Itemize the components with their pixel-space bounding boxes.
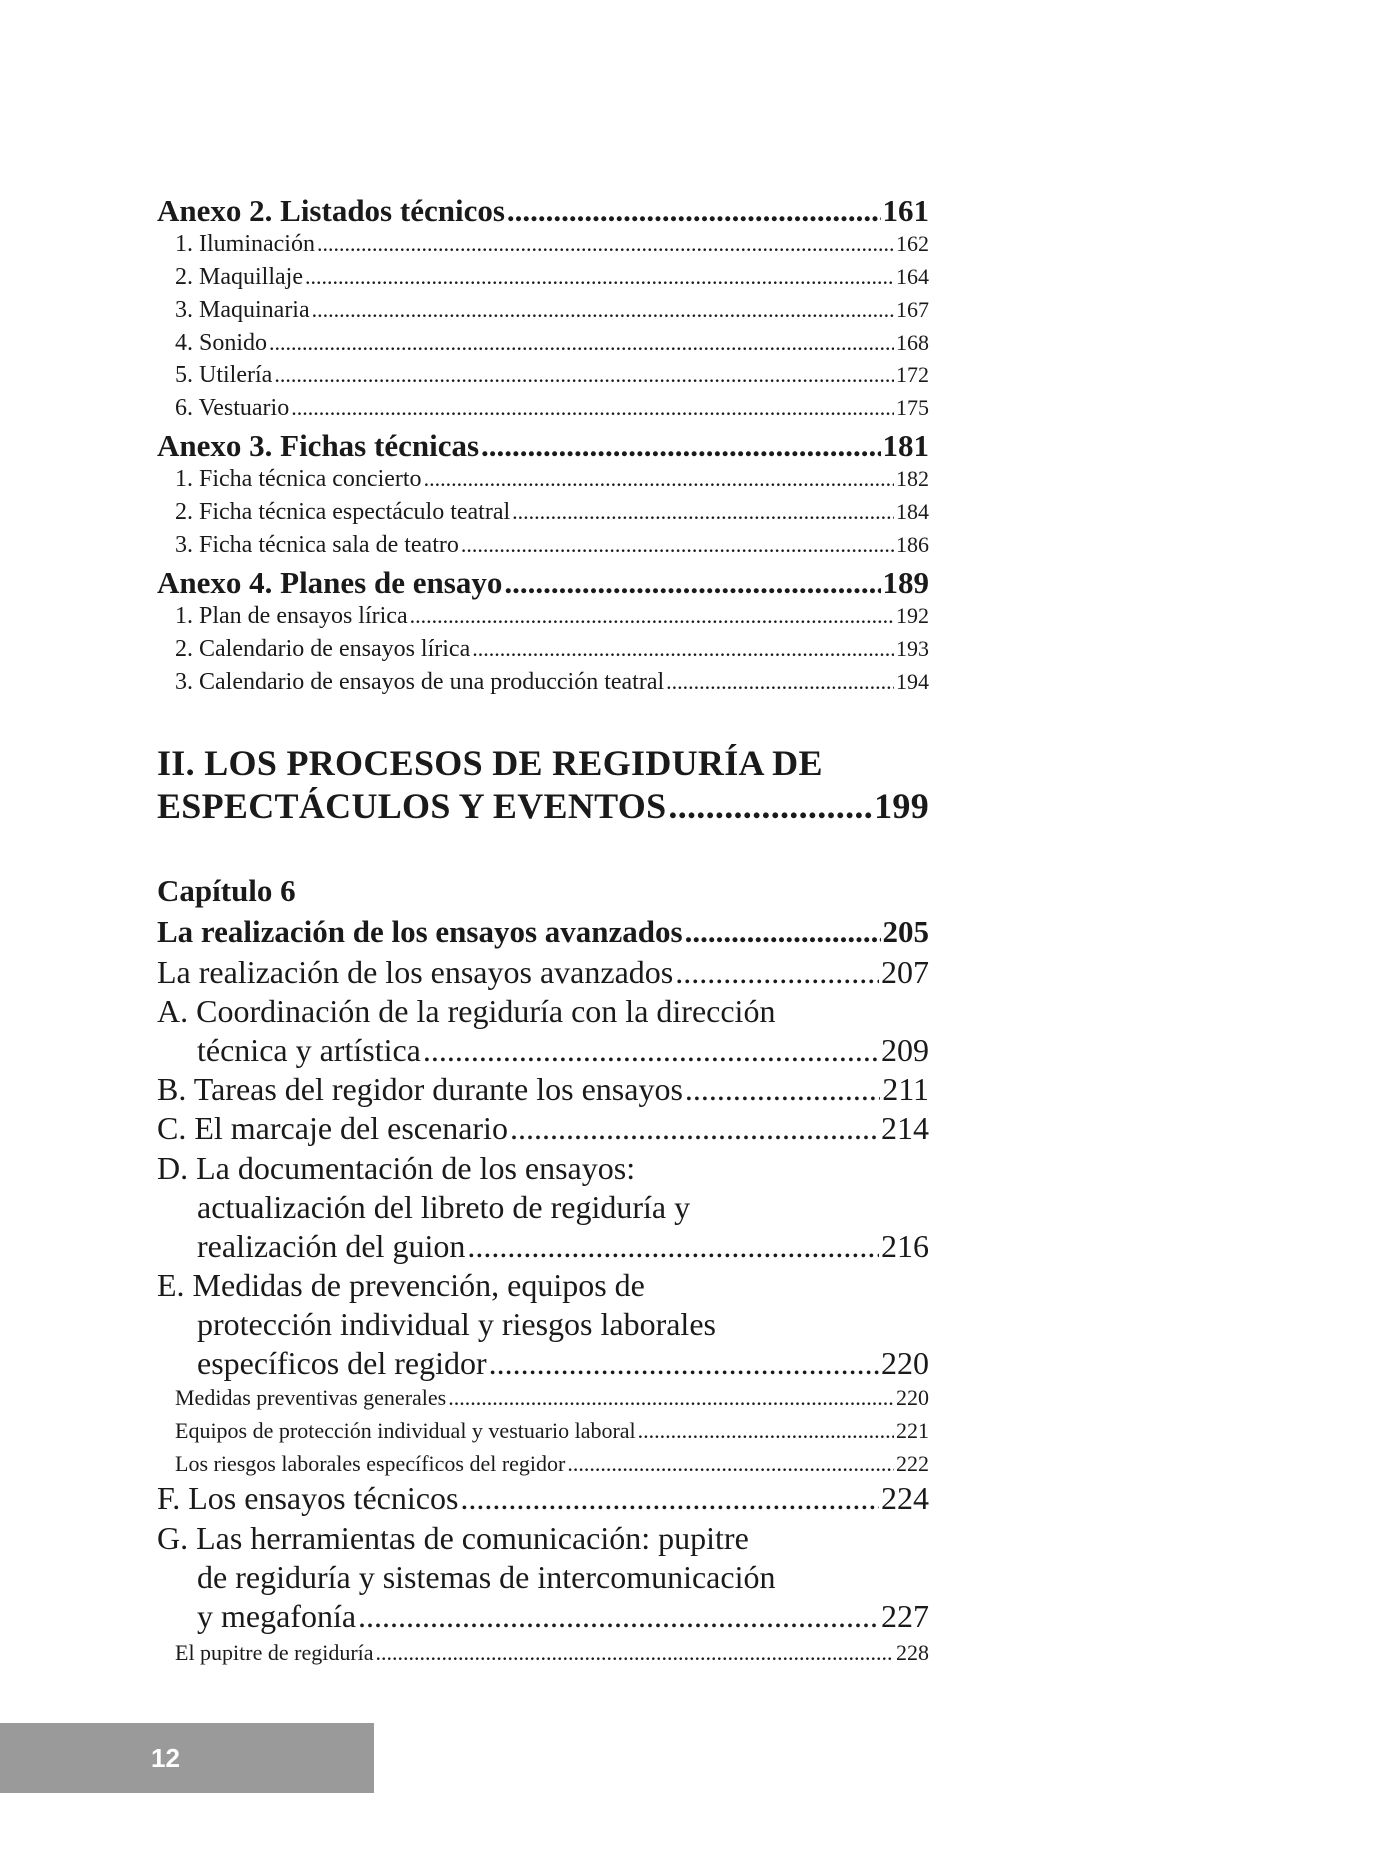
toc-entry-e-line-2: protección individual y riesgos laborales xyxy=(197,1306,716,1342)
toc-entry-page: 161 xyxy=(882,193,929,228)
toc-item[interactable]: 3. Ficha técnica sala de teatro ..... 186 xyxy=(157,532,929,559)
toc-entry-d-line-1: D. La documentación de los ensayos: xyxy=(157,1150,636,1186)
toc-item[interactable]: 2. Maquillaje ..... 164 xyxy=(157,264,929,291)
toc-entry-c[interactable]: C. El marcaje del escenario ..... 214 xyxy=(157,1110,929,1147)
toc-entry-d-line-2: actualización del libreto de regiduría y xyxy=(197,1189,691,1225)
page-number: 12 xyxy=(151,1743,180,1773)
toc-annex-4[interactable]: Anexo 4. Planes de ensayo ..... 189 xyxy=(157,565,929,601)
toc-entry-intro[interactable]: La realización de los ensayos avanzados ..... 207 xyxy=(157,954,929,991)
chapter-title-entry[interactable]: La realización de los ensayos avanzados ..... 205 xyxy=(157,914,929,950)
toc-entry-e[interactable]: específicos del regidor ..... 220 xyxy=(157,1345,929,1382)
toc-entry-g-line-2: de regiduría y sistemas de intercomunicación xyxy=(197,1559,776,1595)
chapter-label: Capítulo 6 xyxy=(157,873,296,908)
toc-entry-a-line-1: A. Coordinación de la regiduría con la dirección xyxy=(157,993,776,1029)
toc-item[interactable]: 4. Sonido ..... 168 xyxy=(157,330,929,357)
toc-subentry[interactable]: Medidas preventivas generales ..... 220 xyxy=(157,1385,929,1411)
toc-subentry[interactable]: Equipos de protección individual y vestuario laboral ..... 221 xyxy=(157,1418,929,1444)
toc-item[interactable]: 2. Calendario de ensayos lírica ..... 193 xyxy=(157,636,929,663)
part-title-line-1: II. LOS PROCESOS DE REGIDURÍA DE xyxy=(157,743,823,783)
part-title-entry[interactable]: ESPECTÁCULOS Y EVENTOS ..... 199 xyxy=(157,785,929,827)
toc-item[interactable]: 3. Maquinaria ..... 167 xyxy=(157,297,929,324)
toc-item[interactable]: 6. Vestuario ..... 175 xyxy=(157,395,929,422)
toc-entry-b[interactable]: B. Tareas del regidor durante los ensayos ..... 211 xyxy=(157,1071,929,1108)
toc-item[interactable]: 2. Ficha técnica espectáculo teatral ..... 184 xyxy=(157,499,929,526)
toc-item[interactable]: 3. Calendario de ensayos de una producción teatral ..... 194 xyxy=(157,669,929,696)
toc-item[interactable]: 1. Iluminación ..... 162 xyxy=(157,231,929,258)
toc-item[interactable]: 5. Utilería ..... 172 xyxy=(157,362,929,389)
toc-subentry[interactable]: Los riesgos laborales específicos del regidor ..... 222 xyxy=(157,1451,929,1477)
toc-entry-d[interactable]: realización del guion ..... 216 xyxy=(157,1228,929,1265)
toc-subentry[interactable]: El pupitre de regiduría ..... 228 xyxy=(157,1640,929,1666)
footer-bar xyxy=(0,1723,374,1793)
toc-entry-f[interactable]: F. Los ensayos técnicos ..... 224 xyxy=(157,1480,929,1517)
toc-entry-e-line-1: E. Medidas de prevención, equipos de xyxy=(157,1267,645,1303)
toc-item[interactable]: 1. Ficha técnica concierto ..... 182 xyxy=(157,466,929,493)
toc-annex-2[interactable] xyxy=(157,193,929,229)
toc-entry-g-line-1: G. Las herramientas de comunicación: pupitre xyxy=(157,1520,749,1556)
toc-entry-a[interactable]: técnica y artística ..... 209 xyxy=(157,1032,929,1069)
toc-annex-3[interactable]: Anexo 3. Fichas técnicas ..... 181 xyxy=(157,428,929,464)
toc-entry-title: Anexo 2. Listados técnicos xyxy=(157,193,505,228)
toc-item[interactable]: 1. Plan de ensayos lírica ..... 192 xyxy=(157,603,929,630)
toc-entry-g[interactable]: y megafonía ..... 227 xyxy=(157,1598,929,1635)
